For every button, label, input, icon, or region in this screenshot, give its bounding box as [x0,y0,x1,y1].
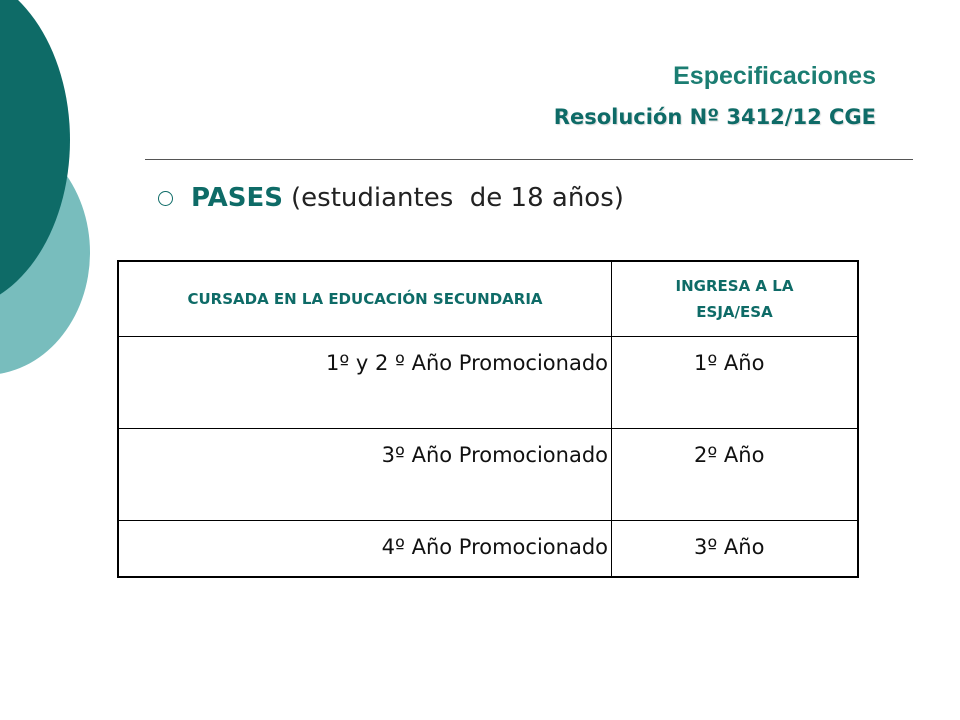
table-header-row [118,261,858,337]
title-divider [145,159,913,160]
pases-table [117,260,859,578]
column-header-ingresa-text: INGRESA A LA ESJA/ESA [675,277,794,321]
column-header-ingresa [612,261,859,337]
table-cell-ingresa: 2º Año [612,429,859,521]
slide-subtitle: Resolución Nº 3412/12 CGE [553,105,876,129]
bullet-item [158,183,624,213]
table-cell-ingresa: 1º Año [612,337,859,429]
table-cell-cursada: 3º Año Promocionado [118,429,612,521]
slide-title: Especificaciones [673,62,876,90]
column-header-cursada: CURSADA EN LA EDUCACIÓN SECUNDARIA [118,261,612,337]
table-row [118,337,858,429]
bullet-text: (estudiantes de 18 años) [291,183,624,213]
hollow-circle-bullet-icon [158,191,173,206]
table-row [118,521,858,578]
bullet-keyword: PASES [191,183,284,213]
table-row [118,429,858,521]
table-cell-cursada: 4º Año Promocionado [118,521,612,578]
table-cell-cursada: 1º y 2 º Año Promocionado [118,337,612,429]
table-cell-ingresa: 3º Año [612,521,859,578]
